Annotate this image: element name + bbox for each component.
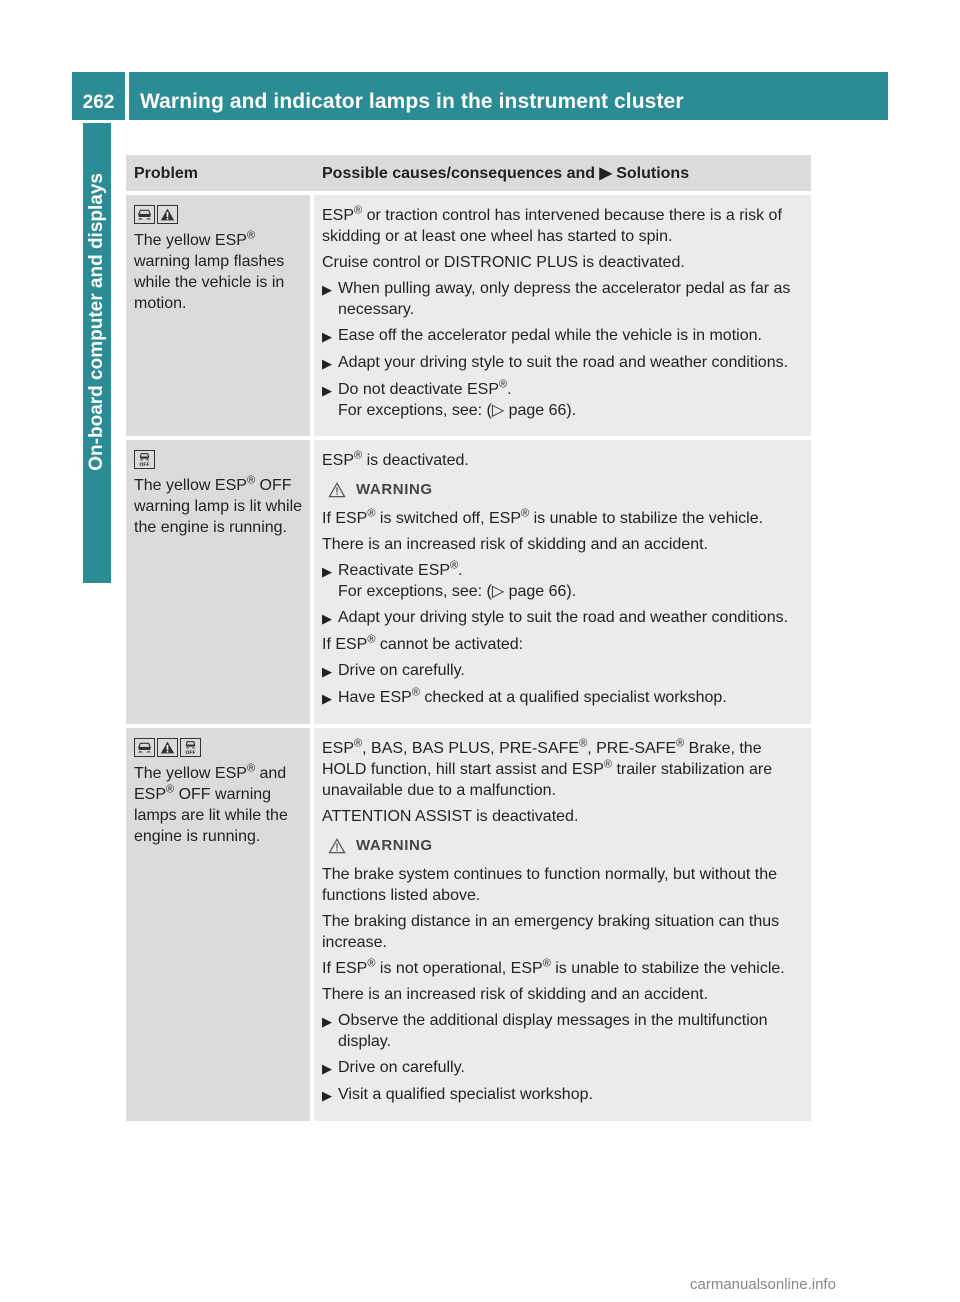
solutions-cell: [314, 728, 811, 1121]
solutions-cell: [314, 195, 811, 436]
problem-text: The yellow ESP® OFF warning lamp is lit while the engine is running.: [134, 474, 303, 536]
step-arrow-icon: ▶: [322, 1061, 332, 1076]
table-row: [126, 195, 811, 436]
solution-step: ▶ Observe the additional display messages in the multifunction display.: [322, 1012, 768, 1050]
warning-heading: WARNING: [328, 835, 805, 856]
side-tab-label: On-board computer and displays: [86, 173, 107, 471]
cause-text: Cruise control or DISTRONIC PLUS is deactivated.: [322, 254, 685, 271]
esp-car-icon: [134, 738, 155, 757]
warning-icon: [328, 838, 346, 854]
table-row: [126, 728, 811, 1121]
problem-text: The yellow ESP® warning lamp flashes while the vehicle is in motion.: [134, 229, 285, 312]
problem-cell: [126, 195, 310, 436]
page-title: Warning and indicator lamps in the instrument cluster: [129, 72, 888, 120]
solution-step: ▶ Drive on carefully.: [322, 660, 805, 682]
step-arrow-icon: ▶: [322, 1014, 332, 1029]
table-header: [126, 155, 811, 191]
step-arrow-icon: ▶: [322, 356, 332, 371]
caution-triangle-icon: [157, 205, 178, 224]
page-number: 262: [72, 72, 125, 120]
table-row: [126, 440, 811, 724]
solution-step: ▶ Adapt your driving style to suit the road and weather conditions.: [322, 607, 805, 629]
cause-text: ESP®, BAS, BAS PLUS, PRE-SAFE®, PRE-SAFE® Brake, the HOLD function, hill start assist and ESP® trailer stabilization are unavailable due to a malfunction.: [322, 737, 773, 799]
page-header: [72, 72, 888, 120]
solution-step: ▶ Reactivate ESP®. For exceptions, see: (▷ page 66).: [322, 559, 577, 600]
warning-text: The brake system continues to function normally, but without the functions listed above.: [322, 866, 778, 904]
esp-off-icon: [134, 450, 155, 469]
page-reference[interactable]: For exceptions, see: (▷ page 66).: [338, 402, 577, 419]
cause-text: ATTENTION ASSIST is deactivated.: [322, 808, 579, 825]
problem-cell: [126, 440, 310, 724]
column-header-solutions: Possible causes/consequences and ▶ Solutions: [322, 165, 690, 182]
warning-text: There is an increased risk of skidding and an accident.: [322, 536, 708, 553]
step-arrow-icon: ▶: [322, 564, 332, 579]
problem-cell: [126, 728, 310, 1121]
page-reference[interactable]: For exceptions, see: (▷ page 66).: [338, 583, 577, 600]
cause-text: ESP® or traction control has intervened because there is a risk of skidding or at least one wheel has started to spin.: [322, 204, 782, 245]
problem-text: The yellow ESP® and ESP® OFF warning lamps are lit while the engine is running.: [134, 762, 288, 845]
step-arrow-icon: ▶: [322, 329, 332, 344]
solution-step: ▶ Do not deactivate ESP®. For exceptions, see: (▷ page 66).: [322, 378, 577, 419]
step-arrow-icon: ▶: [322, 282, 332, 297]
warning-text: The braking distance in an emergency braking situation can thus increase.: [322, 913, 780, 951]
solution-step: ▶ Visit a qualified specialist workshop.: [322, 1084, 805, 1106]
solution-step: ▶ Have ESP® checked at a qualified specialist workshop.: [322, 687, 805, 709]
solution-step: ▶ Adapt your driving style to suit the road and weather conditions.: [322, 352, 805, 374]
step-arrow-icon: ▶: [322, 611, 332, 626]
cause-text: ESP® is deactivated.: [322, 449, 469, 469]
caution-triangle-icon: [157, 738, 178, 757]
step-arrow-icon: ▶: [322, 1088, 332, 1103]
solutions-cell: [314, 440, 811, 724]
warning-icon: [328, 482, 346, 498]
watermark: carmanualsonline.info: [690, 1276, 836, 1293]
side-tab-label-wrap: [83, 123, 111, 583]
solution-step: ▶ Drive on carefully.: [322, 1057, 805, 1079]
step-arrow-icon: ▶: [322, 691, 332, 706]
solution-step: ▶ Ease off the accelerator pedal while the vehicle is in motion.: [322, 325, 805, 347]
esp-off-icon: [180, 738, 201, 757]
esp-car-icon: [134, 205, 155, 224]
warning-text: If ESP® is switched off, ESP® is unable to stabilize the vehicle.: [322, 507, 764, 527]
warning-text: If ESP® is not operational, ESP® is unable to stabilize the vehicle.: [322, 957, 785, 977]
warning-text: There is an increased risk of skidding and an accident.: [322, 986, 708, 1003]
step-arrow-icon: ▶: [322, 664, 332, 679]
solution-step: ▶ When pulling away, only depress the accelerator pedal as far as necessary.: [322, 280, 791, 318]
column-header-problem: Problem: [134, 165, 199, 182]
lamp-table: [126, 155, 811, 1121]
step-arrow-icon: ▶: [322, 383, 332, 398]
cause-text: If ESP® cannot be activated:: [322, 633, 524, 653]
warning-heading: WARNING: [328, 479, 805, 500]
